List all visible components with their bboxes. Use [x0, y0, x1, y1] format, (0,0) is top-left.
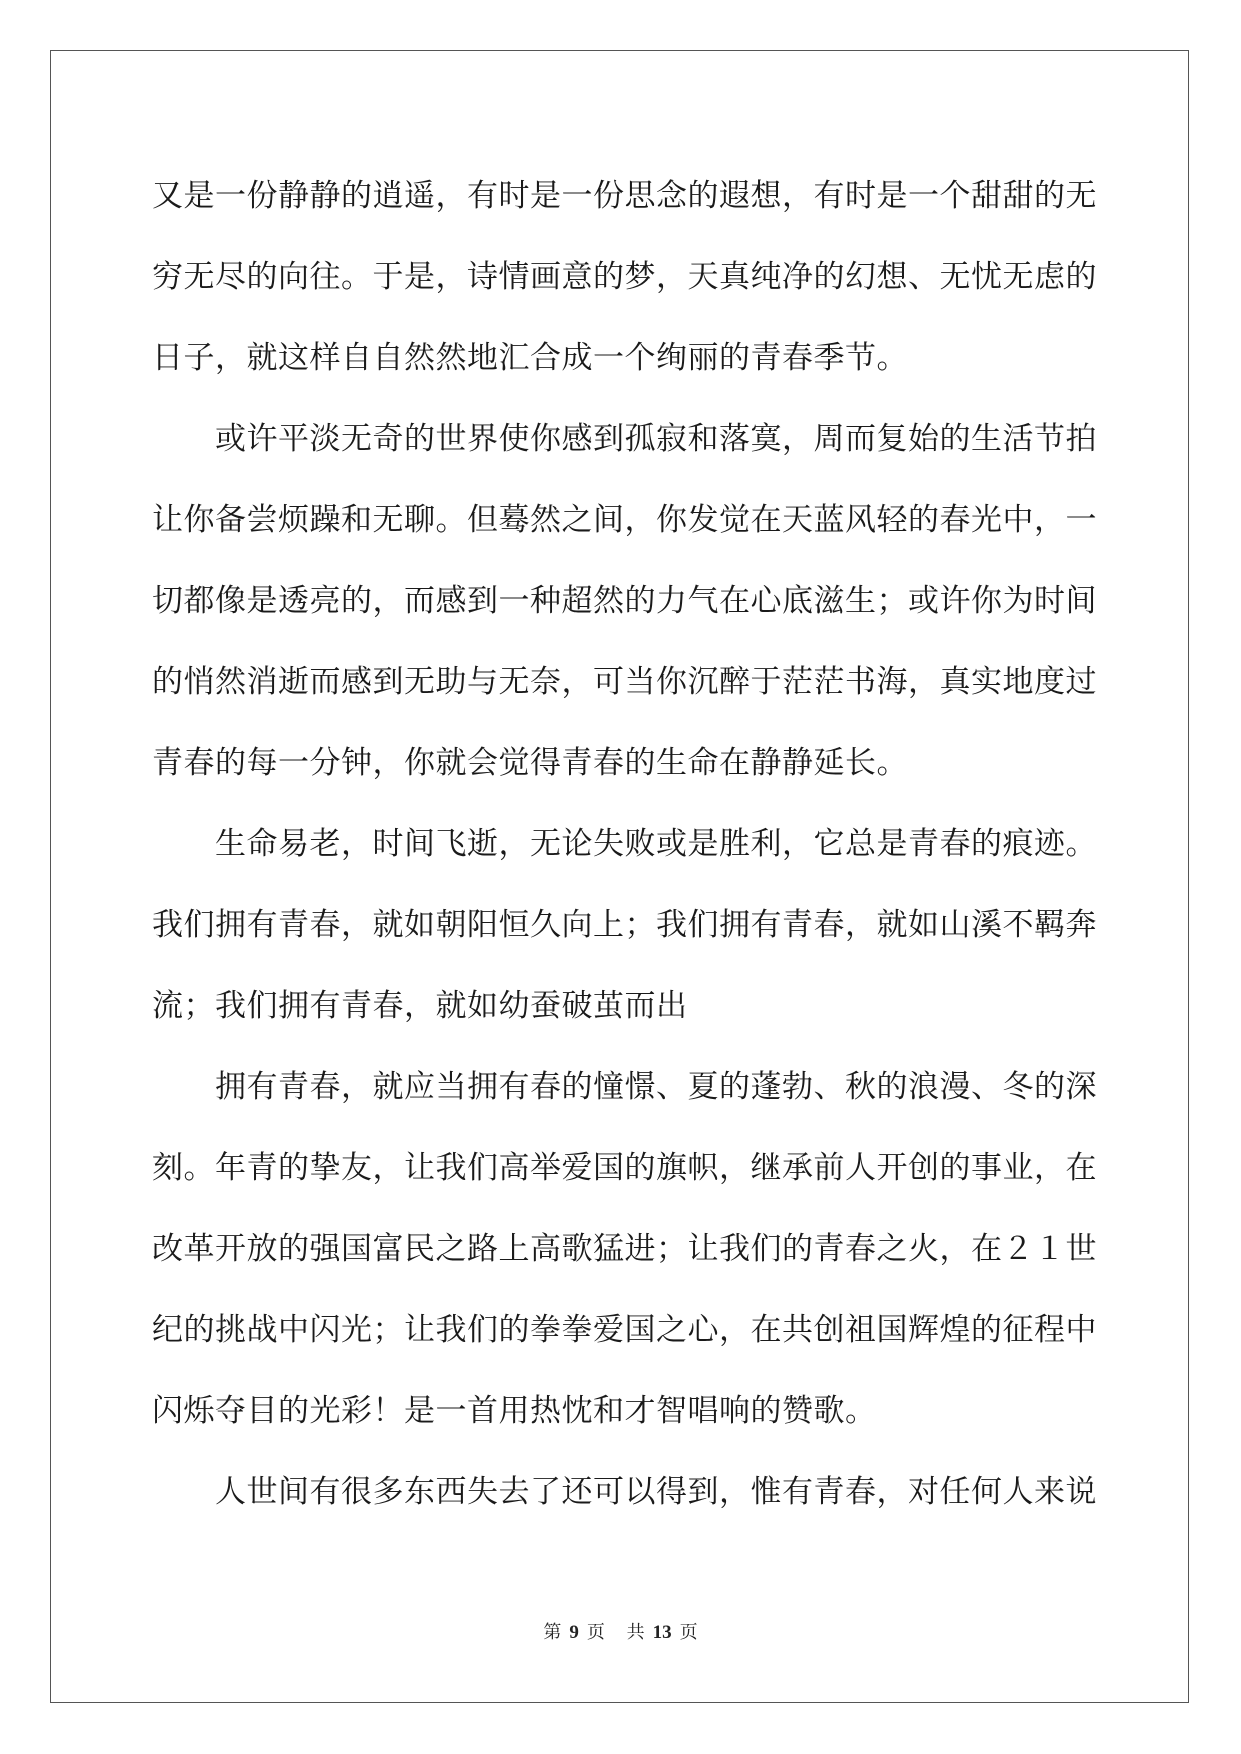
total-prefix: 共	[626, 1622, 645, 1643]
text-line: 闪烁夺目的光彩！是一首用热忱和才智唱响的赞歌。	[152, 1393, 877, 1429]
total-pages: 13	[652, 1622, 672, 1643]
text-line: 又是一份静静的逍遥，有时是一份思念的遐想，有时是一个甜甜的无	[152, 178, 1097, 214]
total-indicator	[623, 1622, 702, 1643]
text-line: 生命易老，时间飞逝，无论失败或是胜利，它总是青春的痕迹。	[152, 826, 1097, 862]
text-line: 或许平淡无奇的世界使你感到孤寂和落寞，周而复始的生活节拍	[152, 421, 1097, 457]
text-line: 切都像是透亮的，而感到一种超然的力气在心底滋生；或许你为时间	[152, 583, 1097, 619]
page-footer	[0, 1618, 1241, 1644]
text-line: 纪的挑战中闪光；让我们的拳拳爱国之心，在共创祖国辉煌的征程中	[152, 1312, 1097, 1348]
text-line: 日子，就这样自自然然地汇合成一个绚丽的青春季节。	[152, 340, 908, 376]
page-prefix: 第	[543, 1622, 562, 1643]
page-indicator	[539, 1622, 609, 1643]
total-suffix: 页	[679, 1622, 698, 1643]
text-line: 穷无尽的向往。于是，诗情画意的梦，天真纯净的幻想、无忧无虑的	[152, 259, 1097, 295]
text-line: 的悄然消逝而感到无助与无奈，可当你沉醉于茫茫书海，真实地度过	[152, 664, 1097, 700]
text-line: 刻。年青的挚友，让我们高举爱国的旗帜，继承前人开创的事业，在	[152, 1150, 1097, 1186]
text-line: 改革开放的强国富民之路上高歌猛进；让我们的青春之火，在２１世	[152, 1231, 1097, 1267]
text-line: 拥有青春，就应当拥有春的憧憬、夏的蓬勃、秋的浪漫、冬的深	[152, 1069, 1097, 1105]
text-line: 让你备尝烦躁和无聊。但蓦然之间，你发觉在天蓝风轻的春光中，一	[152, 502, 1097, 538]
page-number: 9	[569, 1622, 579, 1643]
text-line: 流；我们拥有青春，就如幼蚕破茧而出	[152, 988, 688, 1024]
text-line: 青春的每一分钟，你就会觉得青春的生命在静静延长。	[152, 745, 908, 781]
text-line: 我们拥有青春，就如朝阳恒久向上；我们拥有青春，就如山溪不羁奔	[152, 907, 1097, 943]
document-body	[152, 156, 1097, 1533]
text-line: 人世间有很多东西失去了还可以得到，惟有青春，对任何人来说	[152, 1474, 1097, 1510]
page-suffix: 页	[586, 1622, 605, 1643]
